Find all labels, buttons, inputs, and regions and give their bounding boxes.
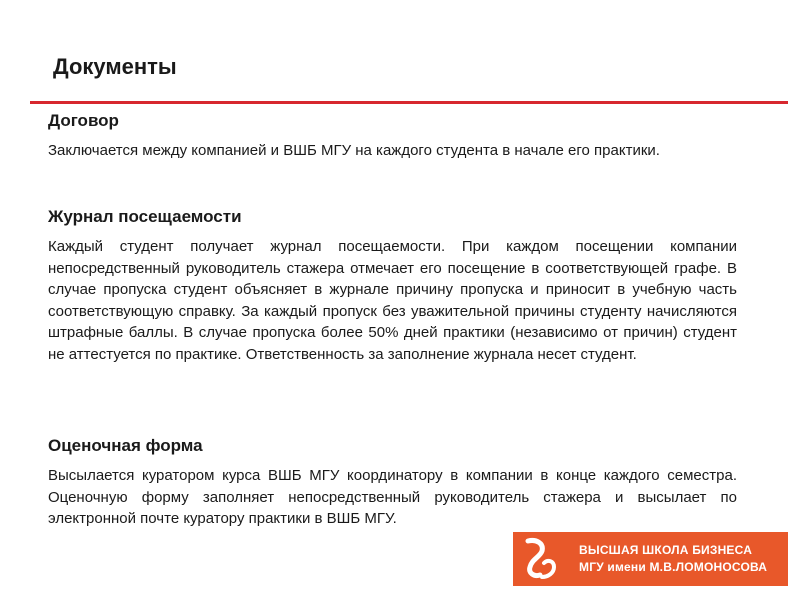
section-attendance-journal bbox=[48, 206, 737, 365]
section-heading: Журнал посещаемости bbox=[48, 207, 242, 226]
section-text: Каждый студент получает журнал посещаемости. При каждом посещении компании непосредственный руководитель стажера отмечает его посещение в соответствующей графе. В случае пропуска студент объясняет в журнале причину пропуска и приносит в учебную часть соответствующую справку. За каждый пропуск без уважительной причины студенту начисляются штрафные баллы. В случае пропуска более 50% дней практики (независимо от причин) студент не аттестуется по практике. Ответственность за заполнение журнала несет студент. bbox=[48, 238, 737, 363]
school-logo bbox=[513, 532, 788, 586]
logo-line-2: МГУ имени М.В.ЛОМОНОСОВА bbox=[579, 560, 768, 574]
logo-text bbox=[579, 542, 767, 576]
section-contract bbox=[48, 110, 737, 162]
logo-emblem-icon bbox=[513, 532, 567, 586]
logo-line-1: ВЫСШАЯ ШКОЛА БИЗНЕСА bbox=[579, 543, 753, 557]
section-heading: Оценочная форма bbox=[48, 436, 203, 455]
section-evaluation-form bbox=[48, 435, 737, 530]
page-title: Документы bbox=[53, 54, 177, 79]
section-heading: Договор bbox=[48, 111, 119, 130]
section-text: Заключается между компанией и ВШБ МГУ на каждого студента в начале его практики. bbox=[48, 142, 660, 159]
title-divider bbox=[30, 101, 788, 104]
section-text: Высылается куратором курса ВШБ МГУ координатору в компании в конце каждого семестра. Оценочную форму заполняет непосредственный руководитель стажера и высылает по электронной почте куратору практики в ВШБ МГУ. bbox=[48, 467, 737, 527]
